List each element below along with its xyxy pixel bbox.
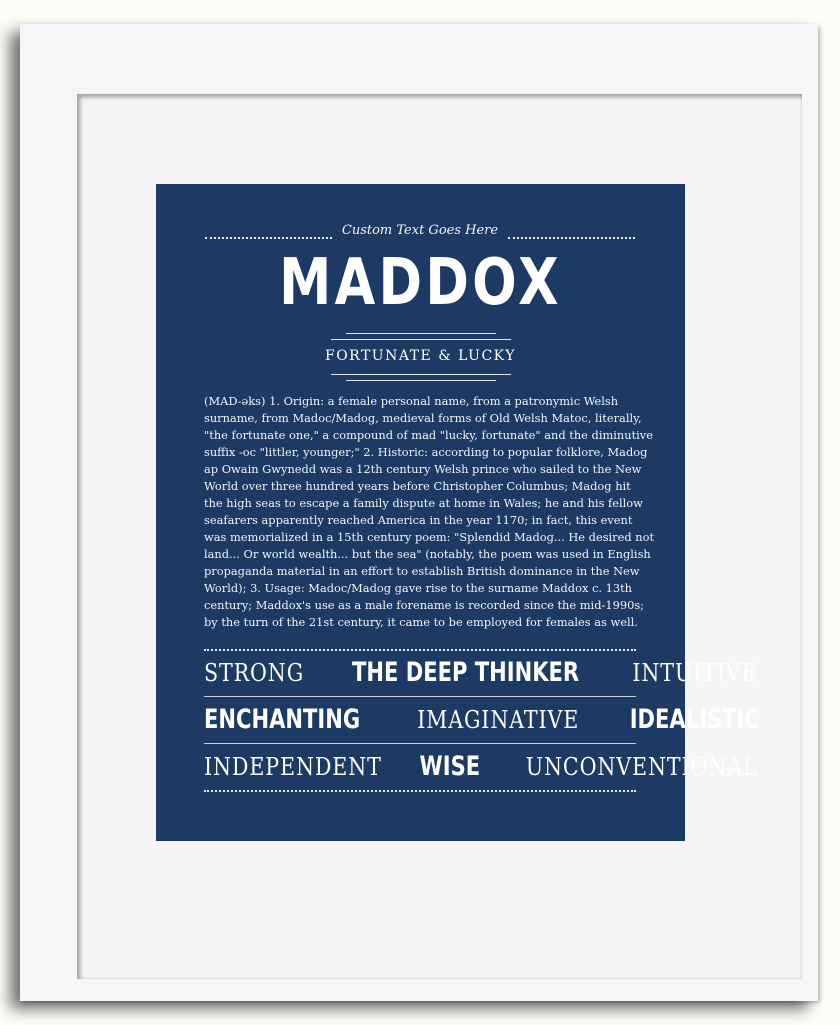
trait-word: IMAGINATIVE: [417, 706, 580, 734]
name-rule-bottom: [331, 339, 511, 340]
trait-row-divider: [204, 743, 636, 744]
definition-line: ap Owain Gwynedd was a 12th century Welsh prince who sailed to the New: [204, 462, 642, 476]
definition-line: (MAD-əks) 1. Origin: a female personal name, from a patronymic Welsh: [204, 394, 619, 408]
definition-line: World); 3. Usage: Madoc/Madog gave rise to the surname Maddox c. 13th: [204, 581, 633, 595]
traits-dotted-rule-bottom: [204, 790, 636, 792]
traits-dotted-rule-top: [204, 649, 636, 651]
definition-line: century; Maddox's use as a male forename is recorded since the mid-1990s;: [204, 598, 645, 612]
name-rule-top: [346, 333, 496, 334]
definition-line: World over three hundred years before Christopher Columbus; Madog hit: [204, 479, 631, 493]
trait-word: THE DEEP THINKER: [352, 657, 580, 688]
trait-word: INTUITIVE: [631, 659, 758, 687]
definition-line: was memorialized in a 15th century poem: "Splendid Madog... He desired not: [204, 530, 655, 544]
name-print: [156, 184, 760, 841]
trait-word: STRONG: [204, 659, 305, 687]
definition-line: land... Or world wealth... but the sea" (notably, the poem was used in English: [204, 547, 651, 561]
definition-line: propaganda material in an effort to establish British dominance in the New: [204, 564, 640, 578]
trait-row-2: [204, 704, 760, 738]
trait-row-divider: [204, 696, 636, 697]
name-definition: [204, 393, 655, 631]
meaning-rule-top: [331, 374, 511, 375]
definition-line: surname, from Madoc/Madog, medieval forms of Old Welsh Matoc, literally,: [204, 411, 642, 425]
trait-word: WISE: [419, 751, 480, 782]
definition-line: the high seas to escape a family dispute at home in Wales; he and his fellow: [204, 496, 643, 510]
trait-word: INDEPENDENT: [204, 753, 382, 781]
definition-line: suffix -oc "littler, younger;" 2. Historic: according to popular folklore, Madog: [204, 445, 648, 459]
trait-row-1: [204, 657, 758, 691]
trait-word: UNCONVENTIONAL: [526, 753, 758, 781]
trait-row-3: [204, 751, 758, 785]
custom-text-row: [205, 225, 635, 245]
meaning-rule-bottom: [346, 380, 496, 381]
definition-line: seafarers apparently reached America in the year 1170; in fact, this event: [204, 513, 633, 527]
definition-line: "the fortunate one," a compound of mad "lucky, fortunate" and the diminutive: [204, 428, 653, 442]
trait-word: ENCHANTING: [204, 704, 361, 735]
definition-line: by the turn of the 21st century, it came to be employed for females as well.: [204, 615, 638, 629]
trait-word: IDEALISTIC: [629, 704, 760, 735]
name-title: MADDOX: [279, 246, 562, 320]
custom-text: Custom Text Goes Here: [341, 223, 499, 238]
name-meaning: FORTUNATE & LUCKY: [324, 348, 516, 364]
